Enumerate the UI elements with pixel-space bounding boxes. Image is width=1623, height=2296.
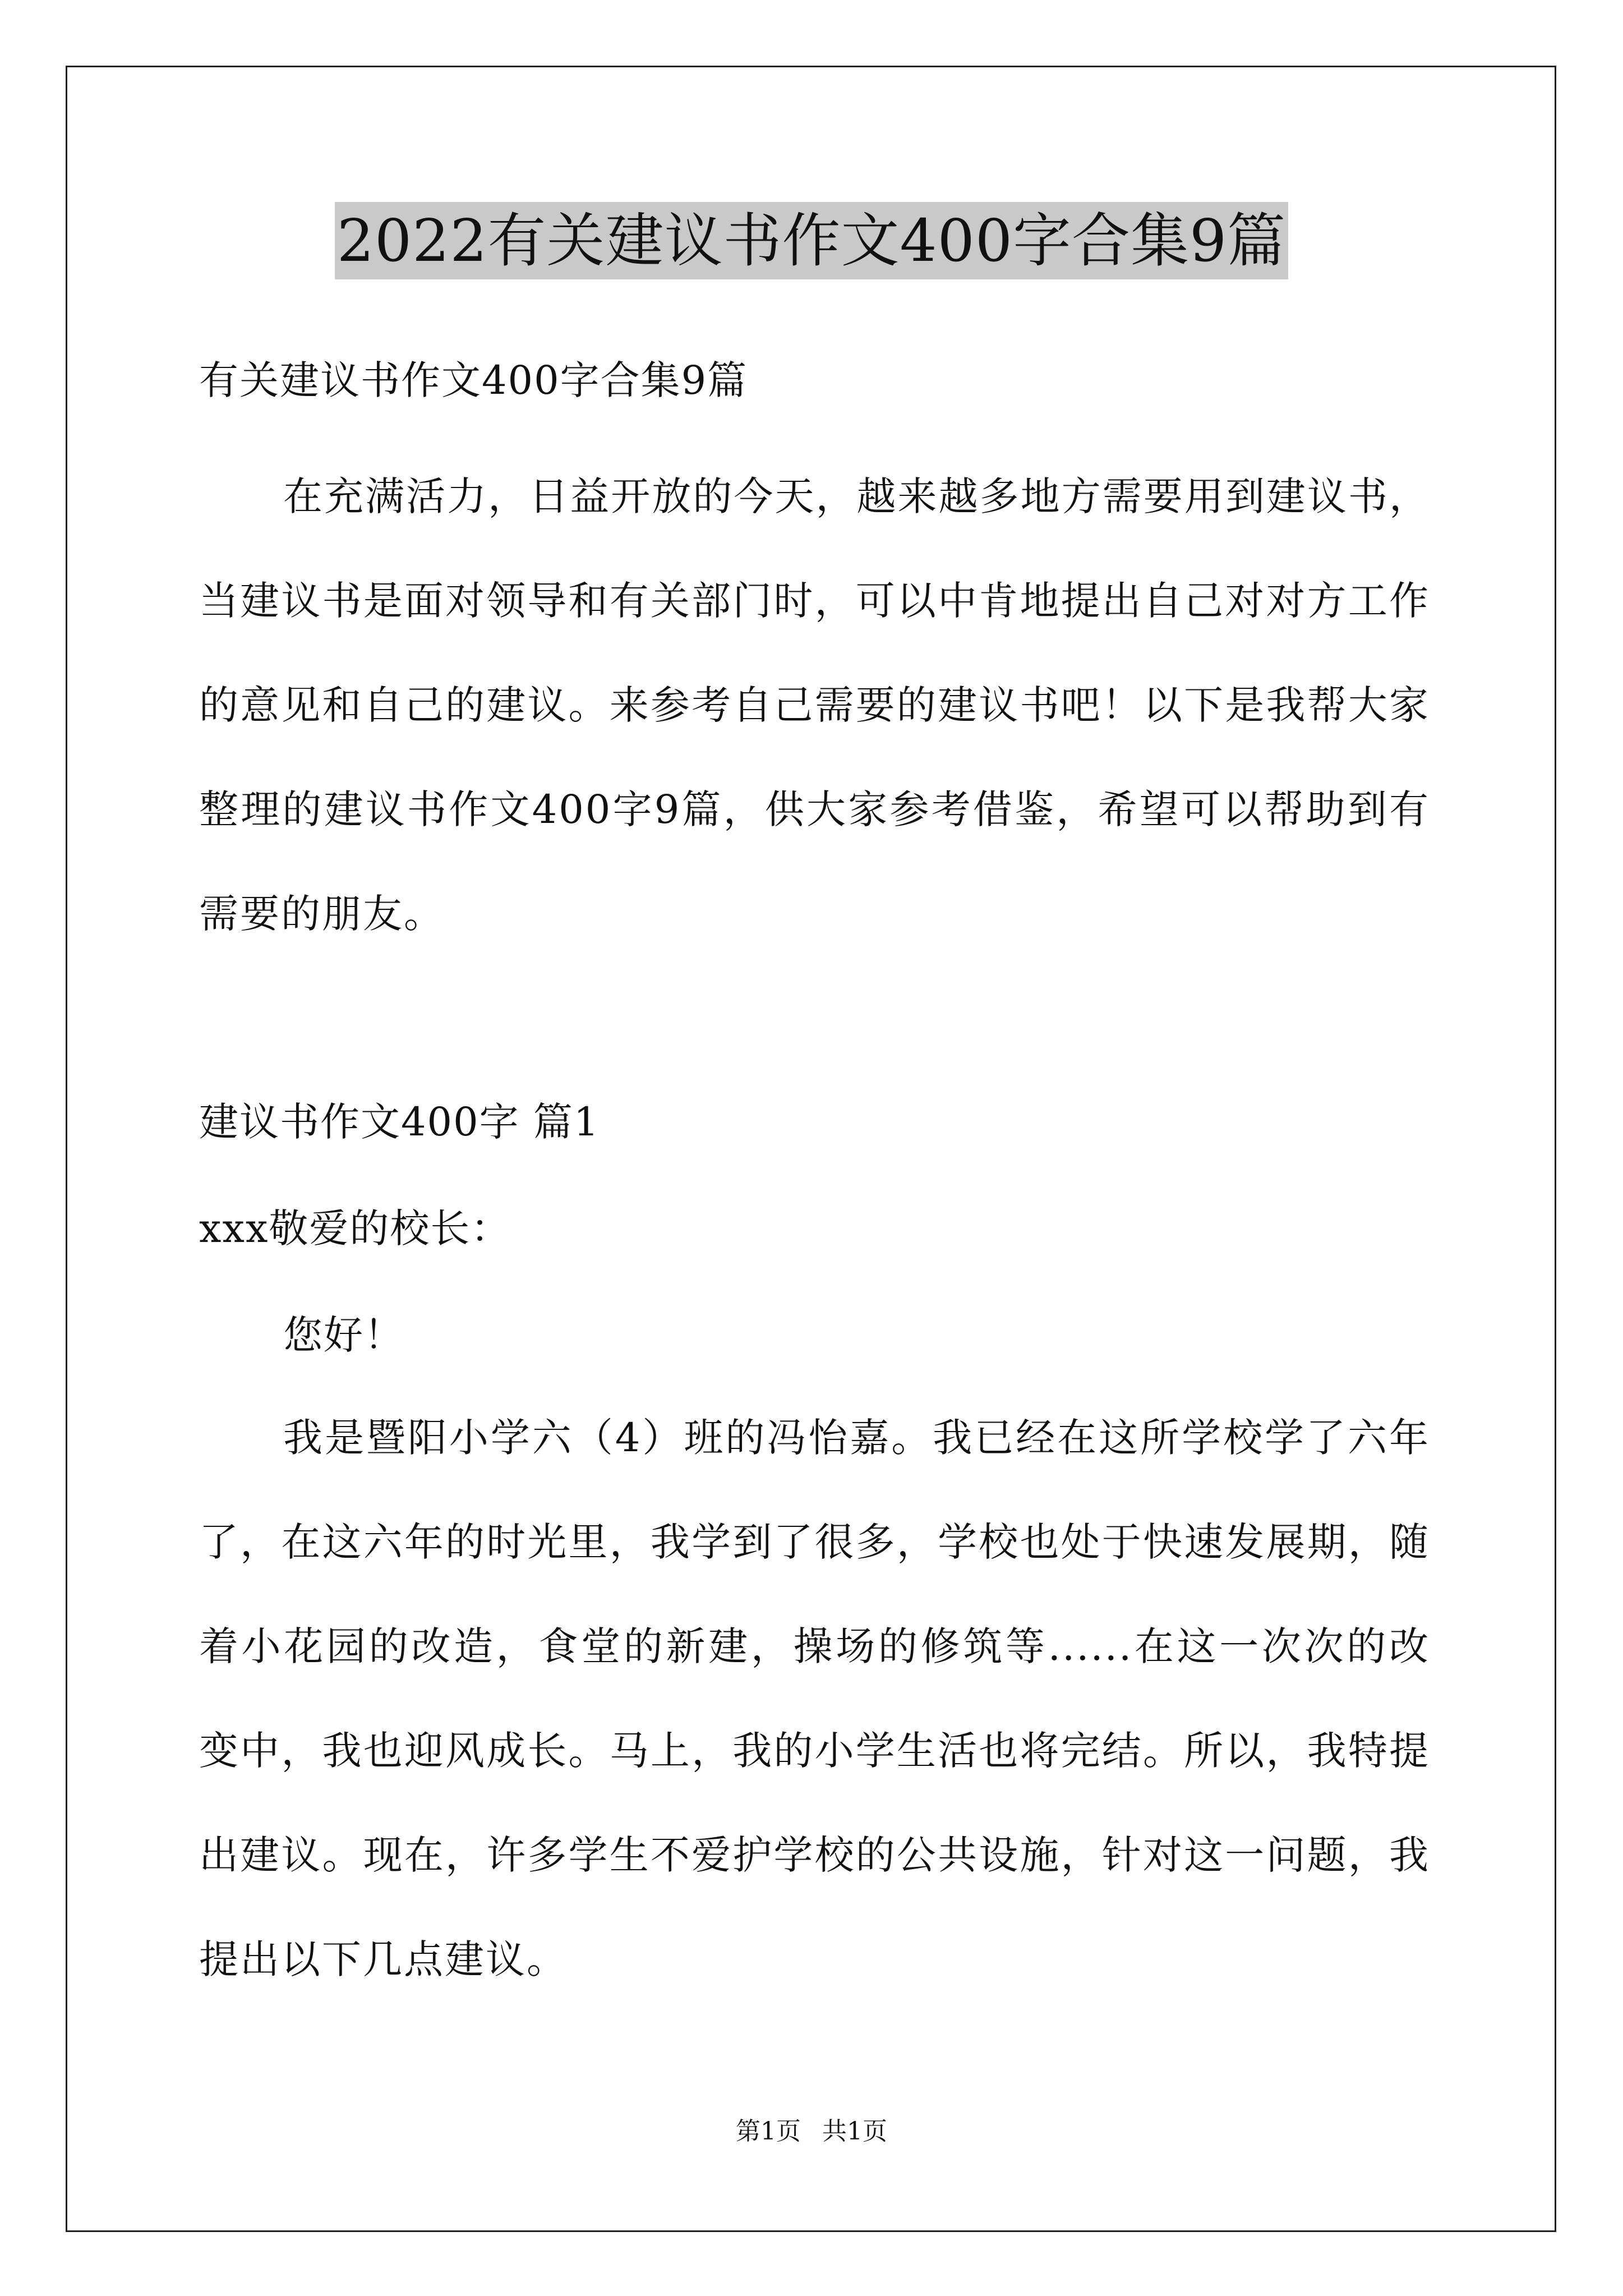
page-footer [0, 2115, 1623, 2148]
title-container [0, 202, 1623, 279]
document-title: 2022有关建议书作文400字合集9篇 [335, 202, 1288, 279]
section-heading: 建议书作文400字 篇1 [199, 1099, 600, 1145]
salutation: xxx敬爱的校长： [199, 1205, 511, 1251]
intro-paragraph: 在充满活力，日益开放的今天，越来越多地方需要用到建议书，当建议书是面对领导和有关部门时，可以中肯地提出自己对对方工作的意见和自己的建议。来参考自己需要的建议书吧！以下是我帮大家整理的建议书作文400字9篇，供大家参考借鉴，希望可以帮助到有需要的朋友。 [199, 473, 1430, 937]
document-subtitle: 有关建议书作文400字合集9篇 [199, 357, 748, 403]
body-paragraph: 我是暨阳小学六（4）班的冯怡嘉。我已经在这所学校学了六年了，在这六年的时光里，我学到了很多，学校也处于快速发展期，随着小花园的改造，食堂的新建，操场的修筑等......在这一次次的改变中，我也迎风成长。马上，我的小学生活也将完结。所以，我特提出建议。现在，许多学生不爱护学校的公共设施，针对这一问题，我提出以下几点建议。 [199, 1415, 1430, 1982]
greeting: 您好！ [283, 1312, 404, 1358]
page-total: 共1页 [822, 2117, 887, 2146]
page-number: 第1页 [736, 2117, 801, 2146]
